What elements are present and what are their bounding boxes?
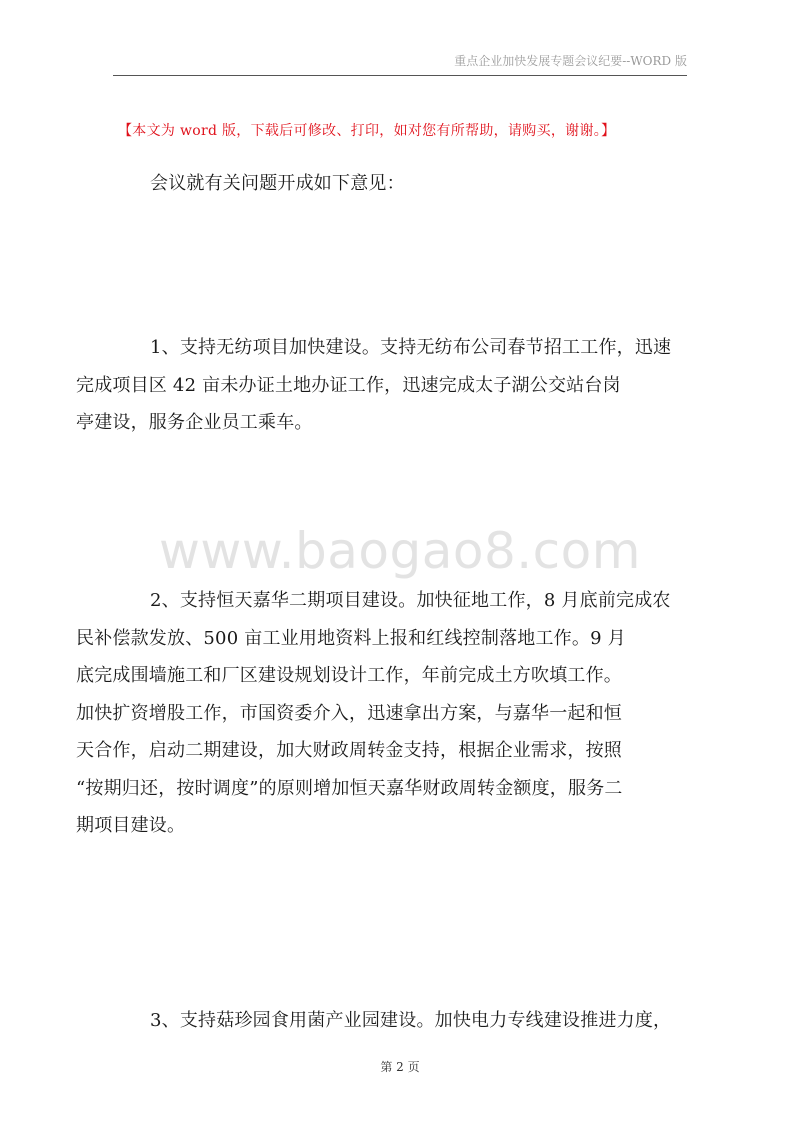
item-2-line-4: 加快扩资增股工作，市国资委介入，迅速拿出方案，与嘉华一起和恒 <box>76 702 622 724</box>
page-number: 第 2 页 <box>380 1060 420 1074</box>
item-1-line-1: 1、支持无纺项目加快建设。支持无纺布公司春节招工工作，迅速 <box>150 337 672 358</box>
item-2-paragraph <box>76 582 689 845</box>
item-2-line-2: 民补偿款发放、500 亩工业用地资料上报和红线控制落地工作。9 月 <box>76 627 626 649</box>
site-watermark: www.baogao8.com <box>159 522 641 580</box>
header-divider <box>113 75 687 76</box>
item-1-line-3: 亭建设，服务企业员工乘车。 <box>76 412 313 433</box>
item-1-paragraph <box>76 329 689 442</box>
item-2-line-3: 底完成围墙施工和厂区建设规划设计工作，年前完成土方吹填工作。 <box>76 665 622 686</box>
item-1-line-2: 完成项目区 42 亩未办证土地办证工作，迅速完成太子湖公交站台岗 <box>76 374 621 396</box>
item-3-paragraph <box>113 1002 689 1040</box>
item-2-line-1: 2、支持恒天嘉华二期项目建设。加快征地工作，8 月底前完成农 <box>150 590 671 611</box>
intro-paragraph <box>113 165 689 203</box>
download-notice: 【本文为 word 版，下载后可修改、打印，如对您有所帮助，请购买，谢谢。】 <box>118 123 616 139</box>
item-2-line-7: 期项目建设。 <box>76 815 186 836</box>
running-header: 重点企业加快发展专题会议纪要--WORD 版 <box>454 54 687 68</box>
item-2-line-5: 天合作，启动二期建设，加大财政周转金支持，根据企业需求，按照 <box>76 740 622 761</box>
item-3-line-1: 3、支持菇珍园食用菌产业园建设。加快电力专线建设推进力度， <box>150 1010 672 1031</box>
item-2-line-6: “按期归还，按时调度”的原则增加恒天嘉华财政周转金额度，服务二 <box>76 777 623 799</box>
intro-line: 会议就有关问题开成如下意见： <box>150 173 405 194</box>
